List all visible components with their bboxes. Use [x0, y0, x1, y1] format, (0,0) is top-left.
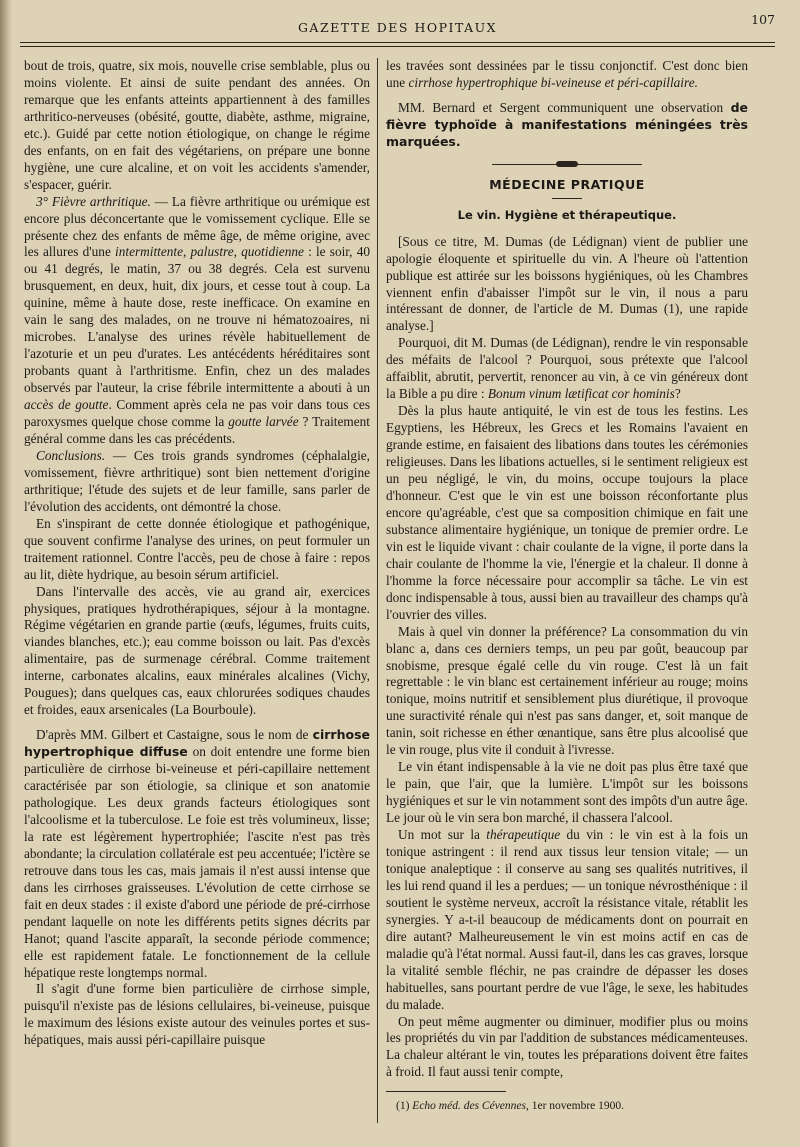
page-number: 107 [751, 12, 775, 27]
footnote-rule [386, 1091, 506, 1092]
paragraph: 3° Fièvre arthritique. — La fièvre arthritique ou urémique est encore plus déconcertante que le vomissement cyclique. Elle se présente chez des enfants de même âge, de même origine, avec les allures d'une intermittente, palustre, quotidienne : le soir, 40 ou 41 degrés, le matin, 37 ou 38 degrés. Cela est survenu brusquement, en deux, huit, dix jours, et cesse tout à coup. La quinine, même à haute dose, reste inefficace. On examine en vain le sang des malades, on ne trouve ni hématozoaires, ni microbes. L'analyse des urines révèle habituellement de l'azoturie et un peu d'urates. Les antécédents héréditaires sont probants quant à l'arthritisme. Enfin, chez un des malades observés par l'auteur, la crise fébrile intermittente a abouti à un accès de goutte. Comment après cela ne pas voir dans tous ces paroxysmes quelque chose comme la goutte larvée ? Traitement général comme dans les cas précédents. [24, 193, 370, 446]
paragraph: Conclusions. — Ces trois grands syndromes (céphalalgie, vomissement, fièvre arthritique) sont bien nettement d'origine arthritique; l'étude des sujets et de leur famille, sans parler de l'évolution des accidents, ont démontré la chose. [24, 447, 370, 514]
bold-term: de fièvre typhoïde à manifestations méningées très marquées. [386, 99, 748, 149]
header-rule-thin [20, 46, 775, 47]
paragraph: [Sous ce titre, M. Dumas (de Lédignan) vient de publier une apologie éloquente et spirituelle du vin. A l'heure où l'attention publique est attirée sur les boissons hygiéniques, où les Chambres viennent enfin d'abaisser l'impôt sur le vin, il nous a paru intéressant de donner, de l'article de M. Dumas (1), une rapide analyse.] [386, 233, 748, 334]
paragraph: Dans l'intervalle des accès, vie au grand air, exercices physiques, pratiques hydrothérapiques, séjour à la montagne. Régime végétarien en grande partie (œufs, légumes, fruits cuits, viandes blanches, etc.); eau comme boisson ou lait. Pas d'excès alimentaire, pas de surmenage cérébral. Comme traitement interne, carbonates alcalins, eaux minérales alcalines (Vichy, Pougues); dans quelques cas, eaux chlorurées sodiques chaudes et froides, eaux arsenicales (La Bourboule). [24, 583, 370, 718]
paragraph-lead: 3° Fièvre arthritique. [36, 193, 151, 209]
right-column [386, 58, 748, 1115]
paragraph: D'après MM. Gilbert et Castaigne, sous le nom de cirrhose hypertrophique diffuse on doit entendre une forme bien particulière de cirrhose bi-veineuse et péri-capillaire nettement caractérisée par son étiologie, sa clinique et son anatomie pathologique. Les deux grands facteurs étiologiques sont l'alcoolisme et la tuberculose. Le foie est très volumineux, lisse; la rate est légèrement hypertrophiée; l'ascite n'est pas très abondante; la circulation collatérale est peu accentuée; l'ictère se retrouve dans tous les cas, mais jamais il n'est aussi intense que dans les cirrhoses graisseuses. L'évolution de cette cirrhose se fait en deux stades : il existe d'abord une période de pré-cirrhose pendant laquelle on note les différents petits signes décrits par Hanot; quand l'ascite apparaît, la seconde période commence; elle est rapidement fatale. Le fonctionnement de la cellule hépatique reste longtemps normal. [24, 727, 370, 980]
paragraph: On peut même augmenter ou diminuer, modifier plus ou moins les propriétés du vin par l'addition de substances médicamenteuses. La chaleur altérant le vin, toutes les préparations doivent être faites à froid. Il faut aussi tenir compte, [386, 1013, 748, 1080]
left-column [24, 58, 370, 1049]
binding-edge [0, 0, 12, 1147]
paragraph: Dès la plus haute antiquité, le vin est de tous les festins. Les Egyptiens, les Hébreux, les Grecs et les Romains l'avaient en grande estime, en faisaient des libations dans toutes les cérémonies religieuses. Dans les libations actuelles, si le sentiment religieux est un peu négligé, le vin, du moins, occupe toujours la place d'honneur. C'est que le vin est une boisson réconfortante plus encore qu'agréable, c'est que sa composition chimique en fait une substance alimentaire hygiénique, un tonique de premier ordre. Le vin est le liquide vivant : chair coulante de la vigne, il porte dans la chair coulante de l'homme la vie, l'énergie et la chaleur. Il donne à l'homme la force nécessaire pour accomplir sa tâche. Le vin est donc indispensable à tous, aussi bien au travailleur des champs qu'à l'ouvrier des villes. [386, 403, 748, 622]
column-divider [377, 58, 378, 1123]
paragraph: les travées sont dessinées par le tissu conjonctif. C'est donc bien une cirrhose hypertrophique bi-veineuse et péri-capillaire. [386, 58, 748, 90]
paragraph-lead: Conclusions. [36, 447, 106, 463]
paragraph: Le vin étant indispensable à la vie ne doit pas plus être taxé que le pain, que l'air, que la lumière. L'impôt sur les boissons hygiéniques et sur le vin notamment sont des impôts d'un autre âge. Le jour où le vin sera bon marché, il chassera l'alcool. [386, 759, 748, 826]
section-separator [492, 161, 642, 167]
running-header [20, 8, 775, 54]
article-title: Le vin. Hygiène et thérapeutique. [457, 207, 677, 222]
section-title: MÉDECINE PRATIQUE [489, 176, 645, 192]
paragraph: Il s'agit d'une forme bien particulière de cirrhose simple, puisqu'il n'existe pas de lésions cellulaires, bi-veineuse, puisque le maximum des lésions existe autour des veinules portes et sus-hépatiques, mais aussi péri-capillaire puisque [24, 981, 370, 1048]
paragraph: bout de trois, quatre, six mois, nouvelle crise semblable, plus ou moins violente. Et ainsi de suite pendant des années. On remarque que les enfants atteints appartiennent à des familles arthritico-nerveuses (obésité, goutte, diabète, asthme, migraine, etc.). Guidé par cette notion étiologique, on change le régime des enfants, on en fait des végétariens, on prépare une bonne hygiène, une cure alcaline, et on voit les accidents s'amender, s'espacer, guérir. [24, 58, 370, 192]
paragraph: MM. Bernard et Sergent communiquent une observation de fièvre typhoïde à manifestations méningées très marquées. [386, 99, 748, 149]
header-rule [20, 42, 775, 43]
paragraph: Mais à quel vin donner la préférence? La consommation du vin blanc a, dans ces derniers temps, un peu par goût, beaucoup par snobisme, presque égalé celle du vin rouge. C'est là un fait regrettable : le vin blanc est certainement inférieur au rouge; moins tonique, moins nutritif et sensiblement plus diurétique, il provoque une suractivité rénale qui n'est pas sans danger, et, soit manque de tanin, soit richesse en éther œnantique, sans être plus alcoolisé que le vin rouge, plus vite il conduit à l'ivresse. [386, 623, 748, 758]
bold-term: cirrhose hypertrophique diffuse [24, 727, 370, 760]
section-rule [552, 198, 582, 199]
journal-title: GAZETTE DES HOPITAUX [297, 20, 498, 35]
paragraph: Un mot sur la thérapeutique du vin : le vin est à la fois un tonique astringent : il rend aux tissus leur tension vitale; — un tonique analeptique : il conserve au sang ses qualités nutritives, il les lui rend quand il les a perdues; — un tonique névrosthénique : il soutient le système nerveux, accroît la résistance vitale, rétablit les synergies. Y a-t-il beaucoup de médicaments dont on pourrait en dire autant? Malheureusement le vin est moins actif en cas de maladie qu'à l'état normal. Aussi faut-il, dans les cas graves, lorsque la vitalité semble fléchir, ne pas craindre de dépasser les doses habituelles, sans pourtant perdre de vue l'âge, le sexe, les habitudes du malade. [386, 827, 748, 1012]
paragraph: Pourquoi, dit M. Dumas (de Lédignan), rendre le vin responsable des méfaits de l'alcool ? Pourquoi, sous prétexte que l'alcool affaiblit, abrutit, pervertit, renoncer au vin, à ce vin généreux dont la Bible a pu dire : Bonum vinum lætificat cor hominis? [386, 335, 748, 402]
footnote: (1) Echo méd. des Cévennes, 1er novembre 1900. [396, 1100, 625, 1113]
paragraph: En s'inspirant de cette donnée étiologique et pathogénique, que souvent confirme l'analyse des urines, on peut formuler un traitement rationnel. Contre l'accès, peu de chose à faire : repos au lit, diète hydrique, au besoin sérum artificiel. [24, 515, 370, 582]
